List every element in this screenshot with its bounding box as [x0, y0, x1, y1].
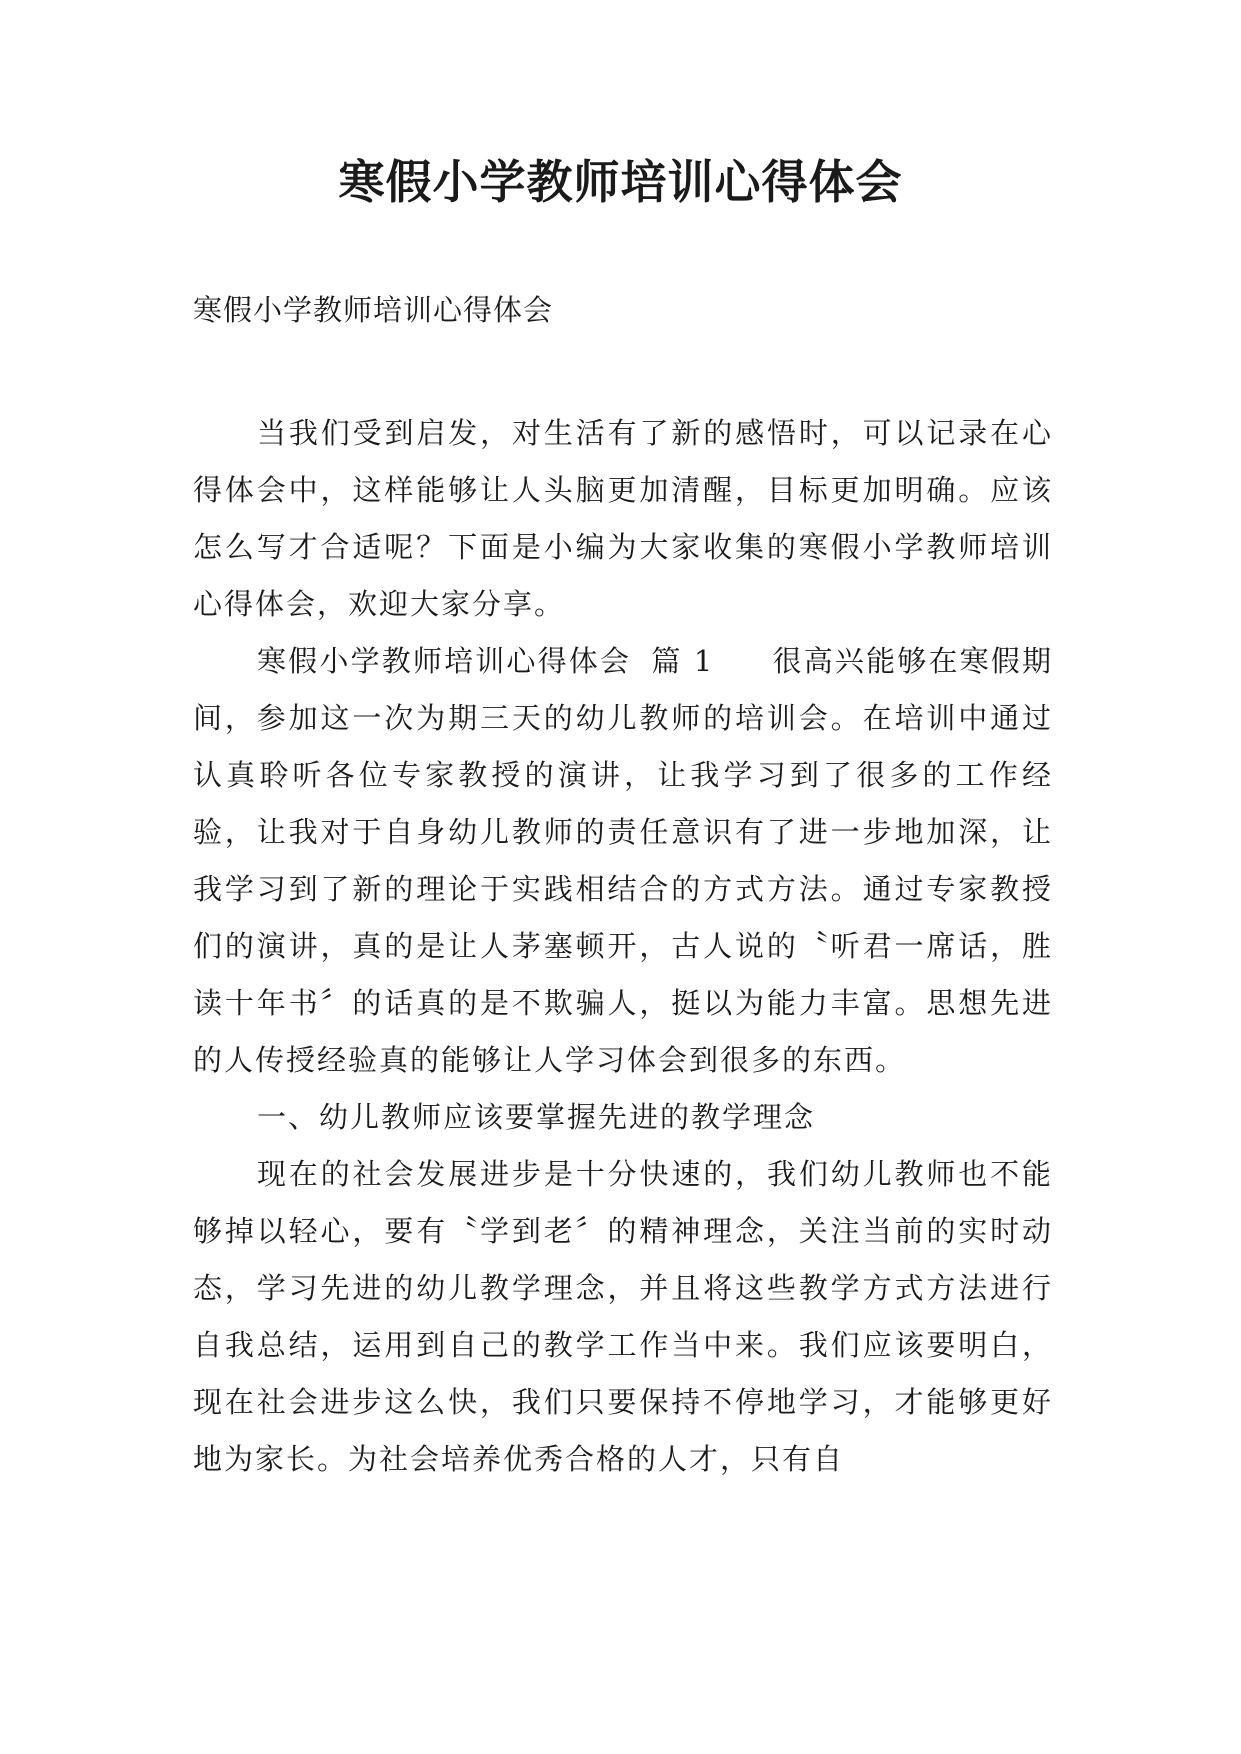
- paragraph-text: 现在的社会发展进步是十分快速的，我们幼儿教师也不能够掉以轻心，要有〝学到老〞的精神理念，关注当前的实时动态，学习先进的幼儿教学理念，并且将这些教学方式方法进行自我总结，运用到自己的教学工作当中来。我们应该要明白，现在社会进步这么快，我们只要保持不停地学习，才能够更好地为家长。为社会培养优秀合格的人才，只有自: [193, 1157, 1053, 1476]
- document-subtitle: 寒假小学教师培训心得体会: [193, 293, 554, 327]
- paragraph-text: 很高兴能够在寒假期间，参加这一次为期三天的幼儿教师的培训会。在培训中通过认真聆听各位专家教授的演讲，让我学习到了很多的工作经验，让我对于自身幼儿教师的责任意识有了进一步地加深，让我学习到了新的理论于实践相结合的方式方法。通过专家教授们的演讲，真的是让人茅塞顿开，古人说的〝听君一席话，胜读十年书〞的话真的是不欺骗人，挺以为能力丰富。思想先进的人传授经验真的能够让人学习体会到很多的东西。: [193, 644, 1053, 1077]
- paragraph-text: 一、幼儿教师应该要掌握先进的教学理念: [257, 1100, 816, 1134]
- paragraph-heading-one: [193, 1089, 1053, 1146]
- section-heading: 寒假小学教师培训心得体会: [257, 644, 632, 678]
- paragraph-intro: [193, 405, 1053, 633]
- section-label: 篇 1: [651, 644, 715, 678]
- paragraph-part-1: [193, 633, 1053, 1089]
- paragraph-text: 当我们受到启发，对生活有了新的感悟时，可以记录在心得体会中，这样能够让人头脑更加清醒，目标更加明确。应该怎么写才合适呢？下面是小编为大家收集的寒假小学教师培训心得体会，欢迎大家分享。: [193, 416, 1053, 621]
- document-title: 寒假小学教师培训心得体会: [338, 155, 903, 209]
- paragraph-body-one: [193, 1146, 1053, 1488]
- document-body: [193, 405, 1053, 1488]
